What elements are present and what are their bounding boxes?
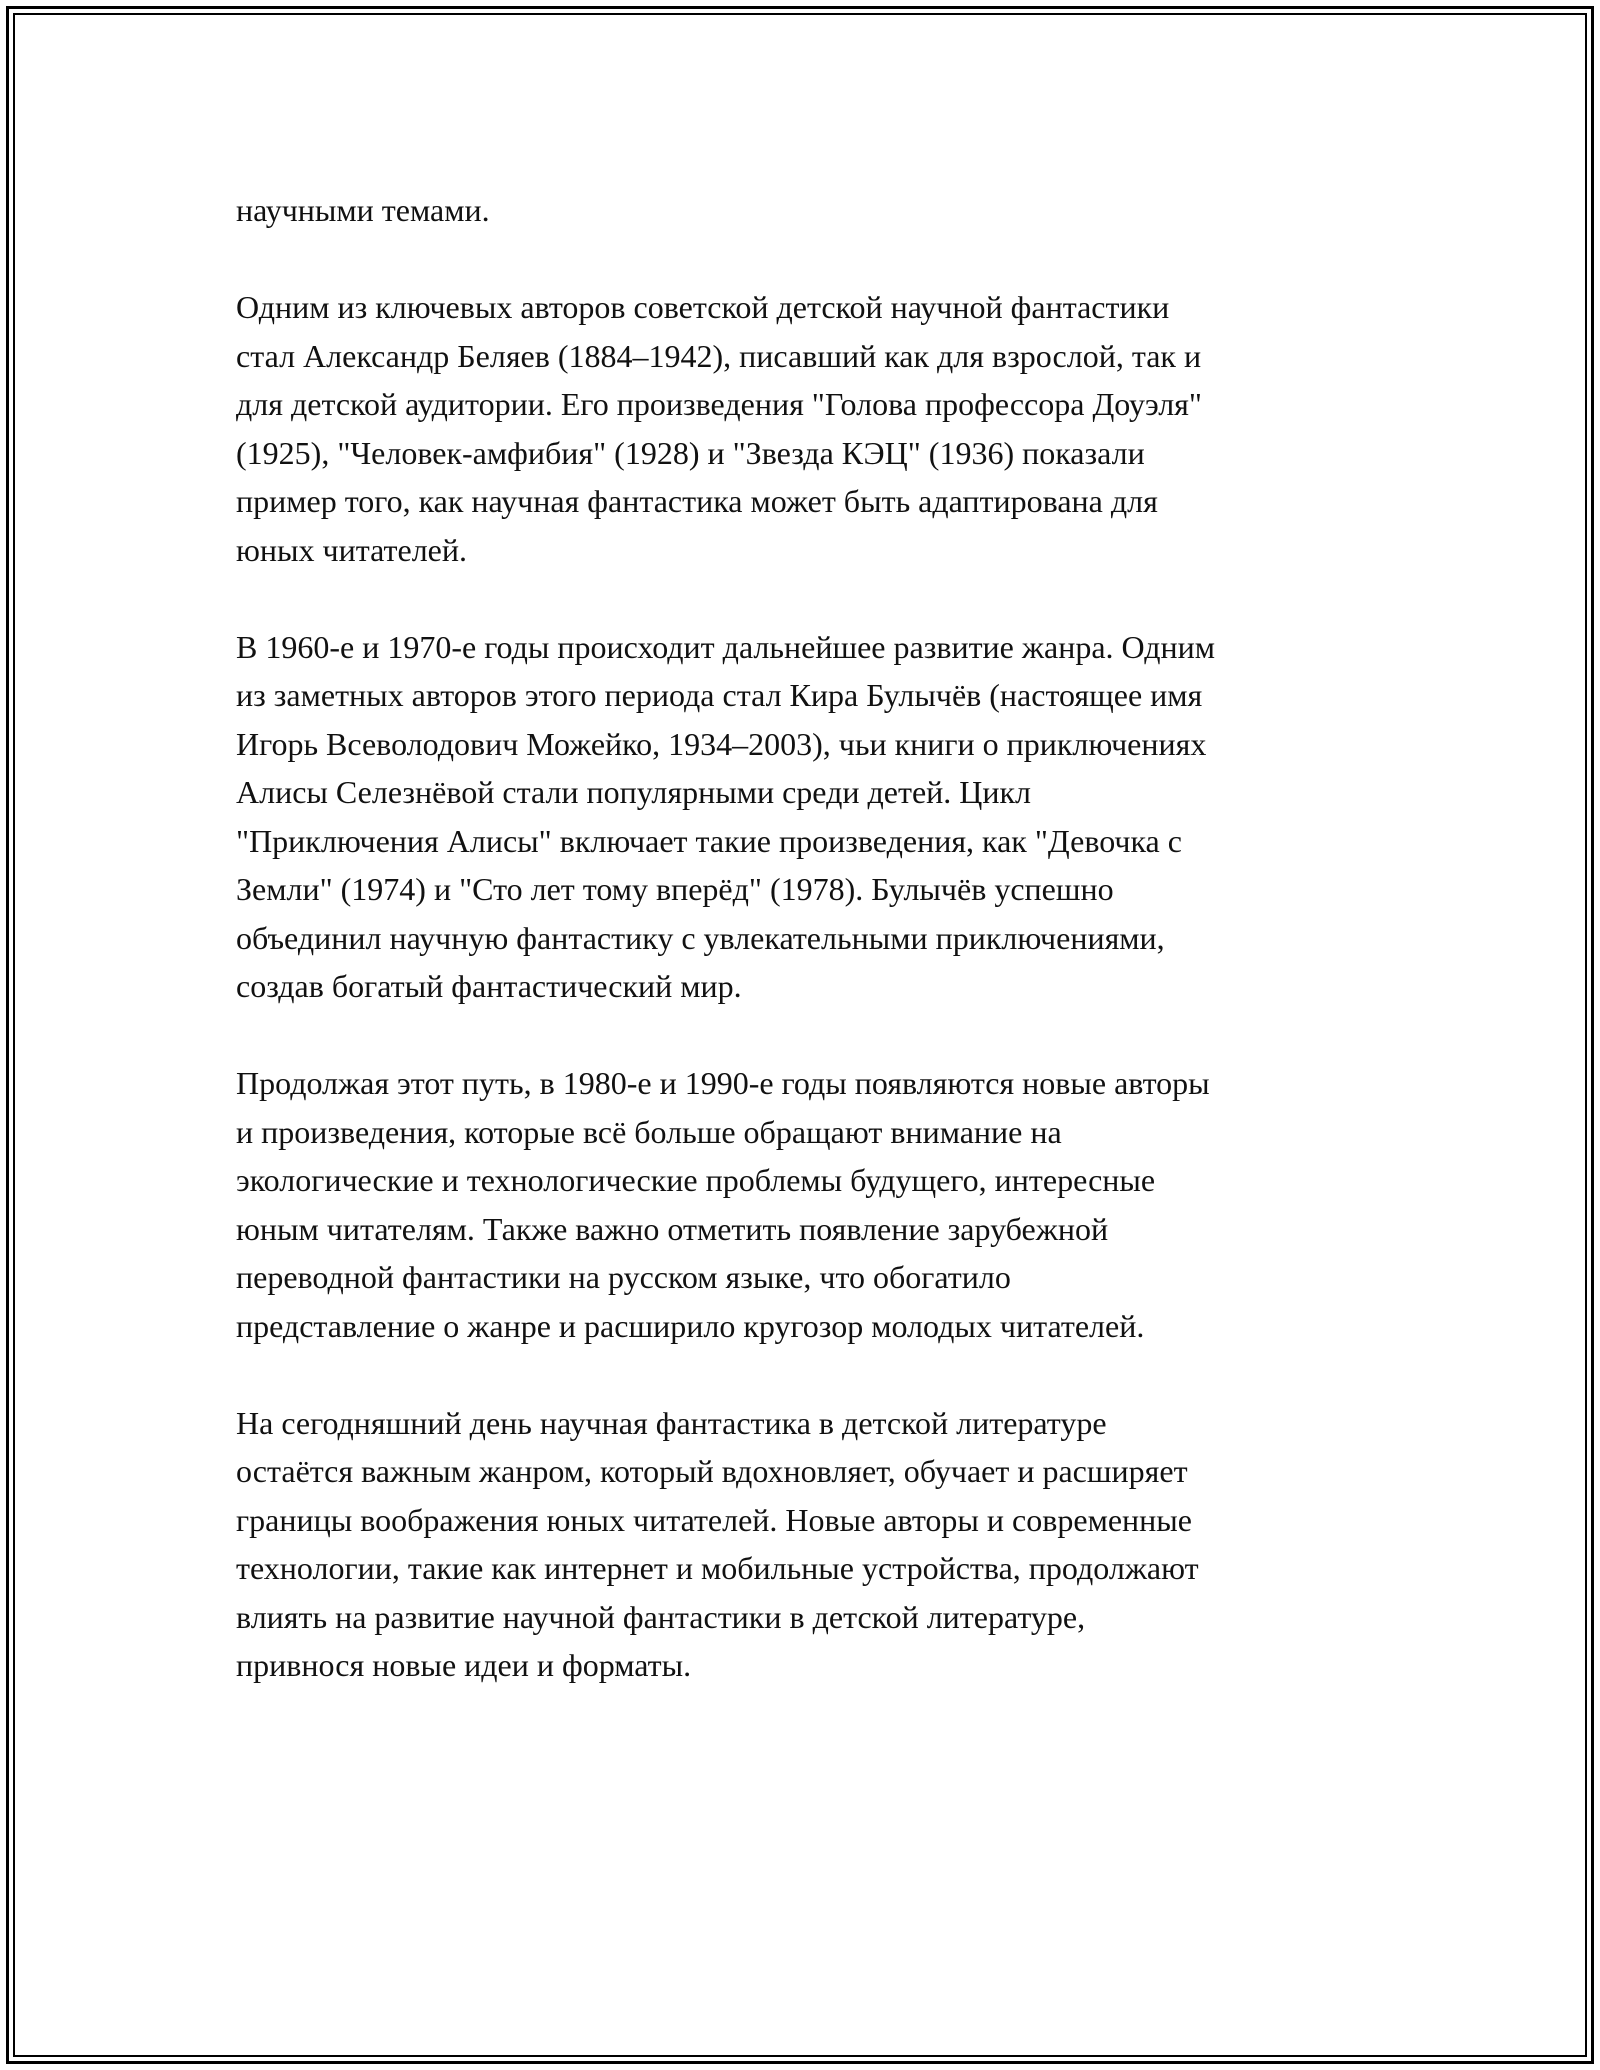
paragraph-5: На сегодняшний день научная фантастика в детской литературе остаётся важным жанром, который вдохновляет, обучает и расширяет границы воображения юных читателей. Новые авторы и современные технологии, такие как интернет и мобильные устройства, продолжают влиять на развитие научной фантастики в детской литературе, привнося новые идеи и форматы. [236,1404,1199,1683]
paragraph-2: Одним из ключевых авторов советской детской научной фантастики стал Александр Беляев (1884–1942), писавший как для взрослой, так и для детской аудитории. Его произведения "Голова профессора Доуэля" (1925), "Человек-амфибия" (1928) и "Звезда КЭЦ" (1936) показали пример того, как научная фантастика может быть адаптирована для юных читателей. [236,289,1202,568]
paragraph-3: В 1960-е и 1970-е годы происходит дальнейшее развитие жанра. Одним из заметных авторов этого периода стал Кира Булычёв (настоящее имя Игорь Всеволодович Можейко, 1934–2003), чьи книги о приключениях Алисы Селезнёвой стали популярными среди детей. Цикл "Приключения Алисы" включает такие произведения, как "Девочка с Земли" (1974) и "Сто лет тому вперёд" (1978). Булычёв успешно объединил научную фантастику с увлекательными приключениями, создав богатый фантастический мир. [236,628,1215,1004]
paragraph-4: Продолжая этот путь, в 1980-е и 1990-е годы появляются новые авторы и произведения, которые всё больше обращают внимание на экологические и технологические проблемы будущего, интересные юным читателям. Также важно отметить появление зарубежной переводной фантастики на русском языке, что обогатило представление о жанре и расширило кругозор молодых читателей. [236,1065,1210,1344]
document-body [236,186,1386,1690]
paragraph-1: научными темами. [236,192,490,228]
